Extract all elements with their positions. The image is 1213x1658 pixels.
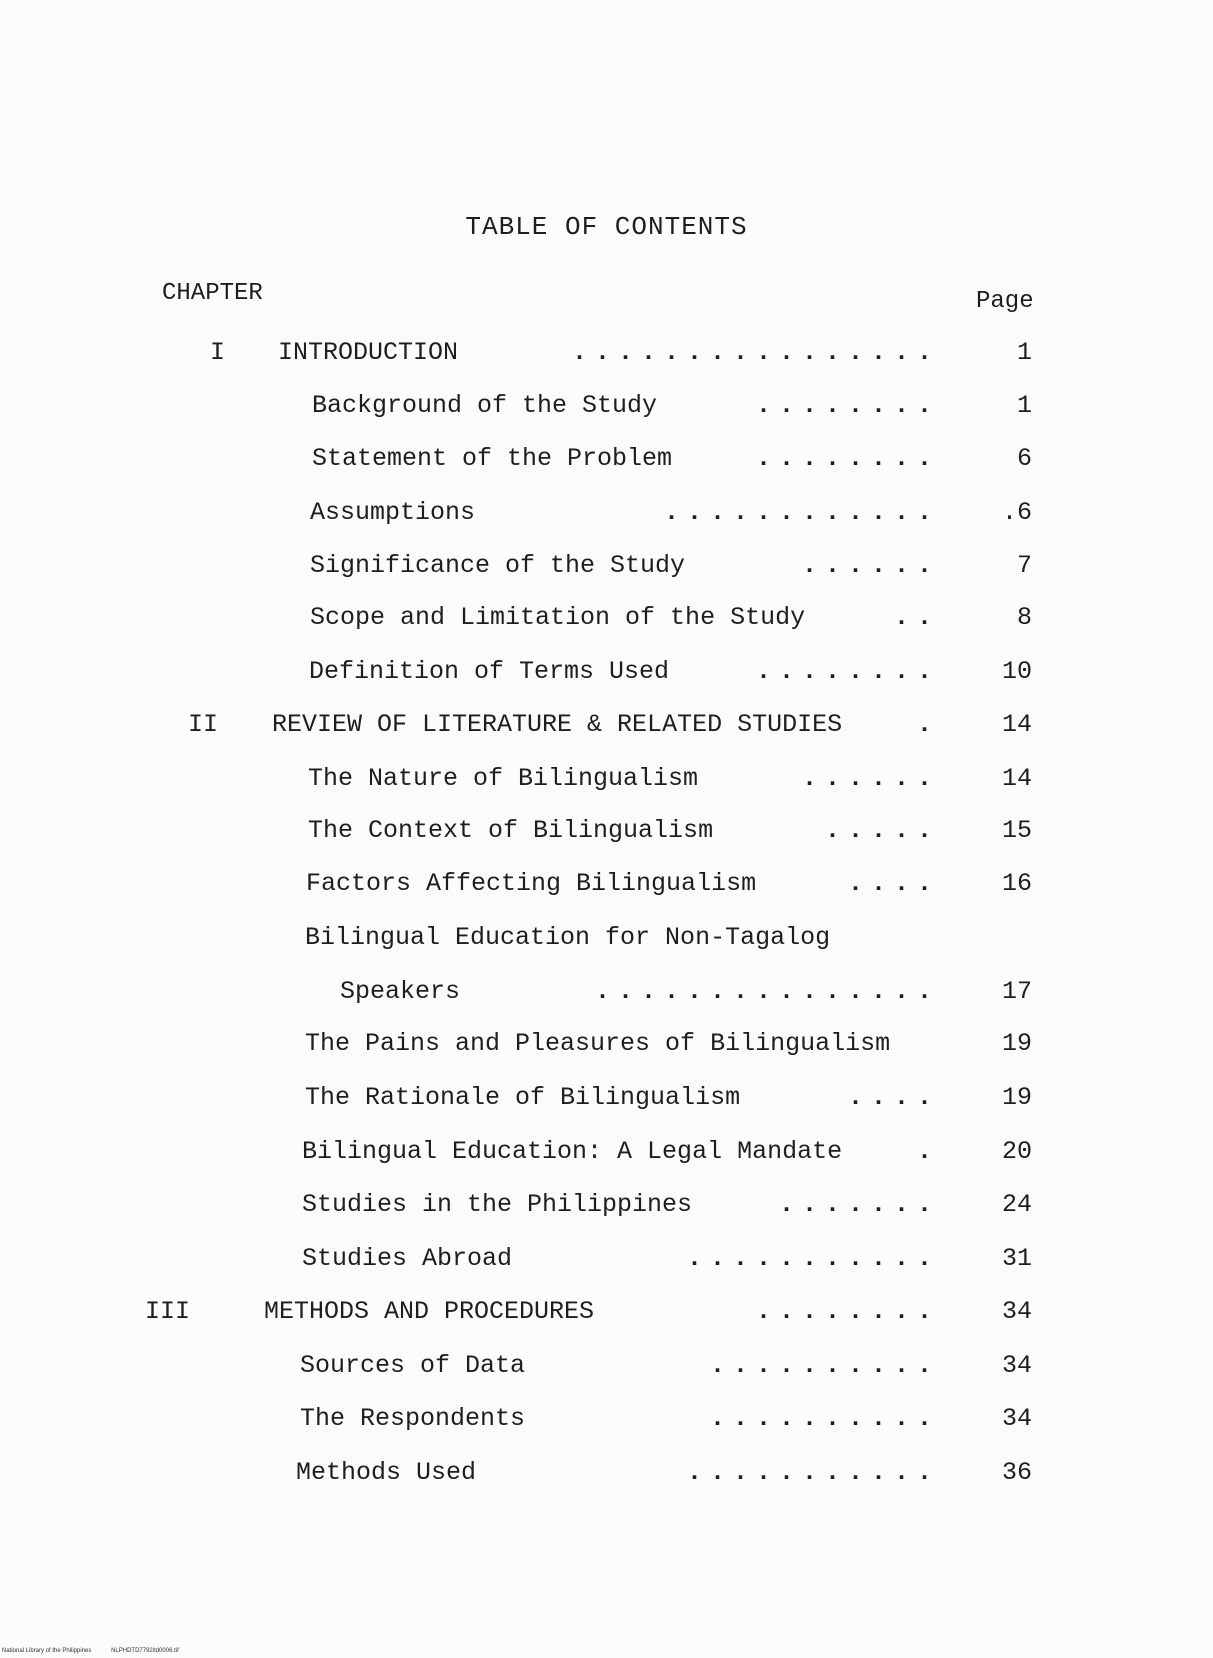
page-number: 8 xyxy=(1016,603,1032,632)
chapter-number: I xyxy=(210,338,226,367)
page-number: 34 xyxy=(1001,1351,1032,1380)
dot-leader: ..... xyxy=(824,816,940,845)
chapter-number: III xyxy=(145,1297,191,1326)
toc-section xyxy=(0,601,1213,635)
toc-section xyxy=(0,496,1213,530)
section-title: Scope and Limitation of the Study xyxy=(310,603,806,632)
section-title: The Nature of Bilingualism xyxy=(308,764,699,793)
page-number: 34 xyxy=(1001,1404,1032,1433)
section-title: The Context of Bilingualism xyxy=(308,816,714,845)
dot-leader: ........ xyxy=(755,1297,940,1326)
toc-section-continuation xyxy=(0,975,1213,1009)
dot-leader: ........... xyxy=(686,1458,940,1487)
page-number: 7 xyxy=(1016,551,1032,580)
toc-section xyxy=(0,921,1213,955)
section-title: Bilingual Education for Non-Tagalog xyxy=(305,923,831,952)
page-title: TABLE OF CONTENTS xyxy=(465,212,748,242)
chapter-title: REVIEW OF LITERATURE & RELATED STUDIES xyxy=(272,710,843,739)
scan-footer xyxy=(2,1648,179,1654)
toc-section xyxy=(0,655,1213,689)
page-number: 17 xyxy=(1001,977,1032,1006)
toc-section xyxy=(0,762,1213,796)
toc-section xyxy=(0,1135,1213,1169)
toc-section xyxy=(0,1349,1213,1383)
page-number: 24 xyxy=(1001,1190,1032,1219)
toc-section xyxy=(0,389,1213,423)
dot-leader: ................ xyxy=(571,338,940,367)
page-number: 10 xyxy=(1001,657,1032,686)
section-title: Significance of the Study xyxy=(310,551,686,580)
section-title: Background of the Study xyxy=(312,391,658,420)
dot-leader: ...... xyxy=(801,551,940,580)
chapter-number: II xyxy=(188,710,219,739)
toc-section xyxy=(0,549,1213,583)
dot-leader: .... xyxy=(847,869,940,898)
toc-section xyxy=(0,442,1213,476)
library-credit: National Library of the Philippines xyxy=(2,1648,92,1654)
section-title: Methods Used xyxy=(296,1458,477,1487)
dot-leader: . xyxy=(916,710,940,739)
page-number: 15 xyxy=(1001,816,1032,845)
section-title: The Respondents xyxy=(300,1404,526,1433)
dot-leader: .. xyxy=(893,603,940,632)
section-title: Factors Affecting Bilingualism xyxy=(306,869,757,898)
dot-leader: ........ xyxy=(755,657,940,686)
page-number: 19 xyxy=(1001,1029,1032,1058)
page-number: 31 xyxy=(1001,1244,1032,1273)
page-column-header: Page xyxy=(976,288,1034,315)
toc-chapter xyxy=(0,336,1213,370)
toc-section xyxy=(0,1027,1213,1061)
section-title: Studies in the Philippines xyxy=(302,1190,693,1219)
section-title: Definition of Terms Used xyxy=(309,657,670,686)
chapter-title: INTRODUCTION xyxy=(278,338,459,367)
section-title: The Pains and Pleasures of Bilingualism xyxy=(305,1029,891,1058)
toc-section xyxy=(0,1242,1213,1276)
page-number: 36 xyxy=(1001,1458,1032,1487)
page-number: 1 xyxy=(1016,338,1032,367)
dot-leader: ........... xyxy=(686,1244,940,1273)
section-title: Studies Abroad xyxy=(302,1244,513,1273)
toc-chapter xyxy=(0,708,1213,742)
toc-section xyxy=(0,867,1213,901)
dot-leader: .......... xyxy=(709,1351,940,1380)
page-number: 14 xyxy=(1001,764,1032,793)
dot-leader: ........ xyxy=(755,444,940,473)
dot-leader: .... xyxy=(847,1083,940,1112)
chapter-column-header: CHAPTER xyxy=(162,280,263,307)
toc-section xyxy=(0,814,1213,848)
page-number: .6 xyxy=(1001,498,1032,527)
dot-leader: ............... xyxy=(594,977,940,1006)
toc-section xyxy=(0,1456,1213,1490)
dot-leader: .......... xyxy=(709,1404,940,1433)
page-number: 14 xyxy=(1001,710,1032,739)
page-number: 19 xyxy=(1001,1083,1032,1112)
section-title: Statement of the Problem xyxy=(312,444,673,473)
toc-section xyxy=(0,1402,1213,1436)
dot-leader: ........ xyxy=(755,391,940,420)
section-title: The Rationale of Bilingualism xyxy=(305,1083,741,1112)
page-number: 34 xyxy=(1001,1297,1032,1326)
page-number: 16 xyxy=(1001,869,1032,898)
section-title: Bilingual Education: A Legal Mandate xyxy=(302,1137,843,1166)
page-number: 6 xyxy=(1016,444,1032,473)
section-title: Speakers xyxy=(340,977,461,1006)
page-number: 20 xyxy=(1001,1137,1032,1166)
section-title: Assumptions xyxy=(310,498,476,527)
page-number: 1 xyxy=(1016,391,1032,420)
toc-chapter xyxy=(0,1295,1213,1329)
chapter-title: METHODS AND PROCEDURES xyxy=(264,1297,595,1326)
file-id: NLPHDTD7792itd0006.tif xyxy=(111,1648,179,1654)
dot-leader: ............ xyxy=(663,498,940,527)
dot-leader: . xyxy=(916,1137,940,1166)
section-title: Sources of Data xyxy=(300,1351,526,1380)
toc-section xyxy=(0,1188,1213,1222)
dot-leader: ....... xyxy=(778,1190,940,1219)
dot-leader: ...... xyxy=(801,764,940,793)
toc-section xyxy=(0,1081,1213,1115)
